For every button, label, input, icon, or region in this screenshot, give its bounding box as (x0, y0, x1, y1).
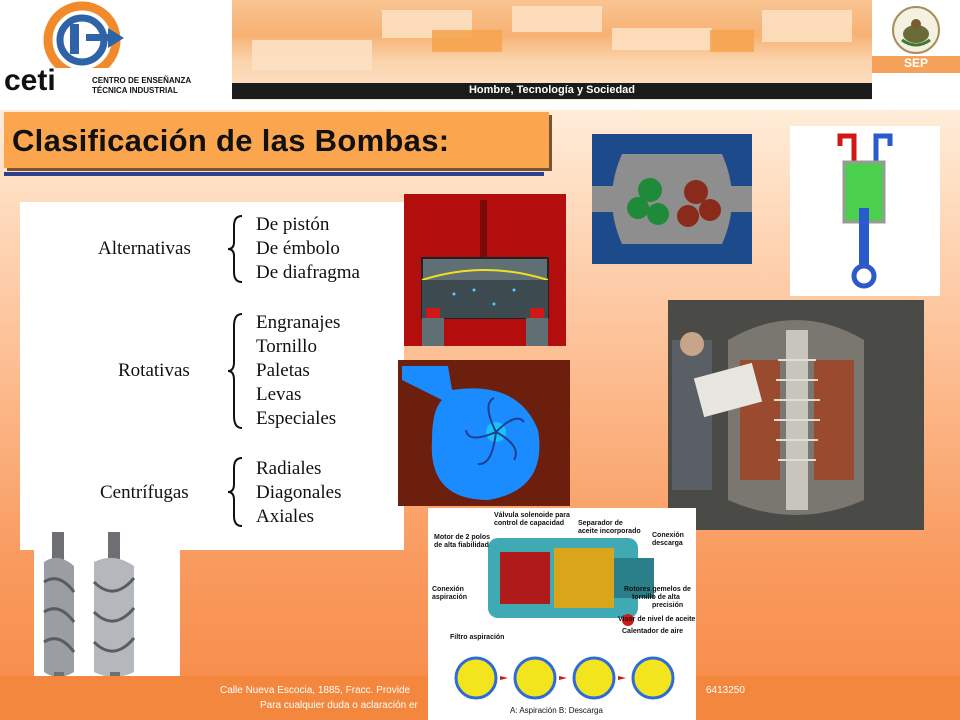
slide-title: Clasificación de las Bombas: (12, 123, 450, 158)
diagram-label: control de capacidad (494, 520, 565, 527)
group-name: Centrífugas (100, 482, 189, 503)
sep-label: SEP (903, 56, 928, 70)
list-item: De diafragma (256, 262, 360, 283)
logo-sub2: TÉCNICA INDUSTRIAL (92, 86, 178, 95)
piston-pump-image (404, 194, 566, 346)
diagram-label: Visor de nivel de aceite (618, 616, 696, 623)
sep-logo (872, 0, 960, 100)
piston-rod-image (790, 126, 940, 296)
diagram-caption: A: Aspiración B: Descarga (510, 706, 603, 715)
turbine-photo (668, 300, 924, 530)
diagram-label: aspiración (432, 594, 468, 601)
screw-compressor-diagram (428, 508, 696, 720)
group-name: Rotativas (118, 360, 190, 381)
diagram-label: Calentador de aire (622, 628, 684, 635)
diagram-label: Conexión (432, 586, 464, 593)
list-item: Paletas (256, 360, 310, 381)
list-item: Radiales (256, 458, 322, 479)
diagram-label: Separador de (578, 520, 623, 527)
diagram-label: Rotores gemelos de (624, 586, 691, 593)
diagram-label: Conexión (652, 532, 684, 539)
logo-name: ceti (4, 64, 56, 97)
list-item: De pistón (256, 214, 330, 235)
diagram-label: tornillo de alta (632, 594, 680, 601)
diagram-label: de alta fiabilidad (434, 542, 489, 549)
group-name: Alternativas (98, 238, 191, 259)
diagram-label: precisión (652, 602, 684, 609)
footer-phone: 6413250 (706, 685, 745, 696)
diagram-label: aceite incorporado (578, 528, 641, 535)
brace-icon (226, 456, 246, 528)
diagram-label: Filtro aspiración (450, 634, 505, 641)
list-item: Diagonales (256, 482, 342, 503)
brace-icon (226, 312, 246, 430)
footer-contact: Para cualquier duda o aclaración er (260, 700, 418, 711)
centrifugal-pump-image (398, 360, 570, 506)
footer-address: Calle Nueva Escocia, 1885, Fracc. Provide (220, 685, 411, 696)
title-rule (4, 172, 544, 176)
diagram-label: Válvula solenoide para (494, 512, 570, 519)
classification-panel (20, 202, 404, 550)
brace-icon (226, 214, 246, 284)
list-item: Levas (256, 384, 302, 405)
logo-sub1: CENTRO DE ENSEÑANZA (92, 76, 192, 85)
list-item: De émbolo (256, 238, 340, 259)
motto: Hombre, Tecnología y Sociedad (468, 84, 636, 96)
diagram-label: descarga (652, 540, 683, 547)
diagram-label: Motor de 2 polos (434, 534, 490, 541)
ceti-logo (0, 0, 232, 100)
list-item: Axiales (256, 506, 315, 527)
list-item: Especiales (256, 408, 337, 429)
lobe-pump-image (592, 134, 752, 264)
list-item: Engranajes (256, 312, 341, 333)
coat-of-arms-icon (872, 0, 960, 56)
list-item: Tornillo (256, 336, 317, 357)
